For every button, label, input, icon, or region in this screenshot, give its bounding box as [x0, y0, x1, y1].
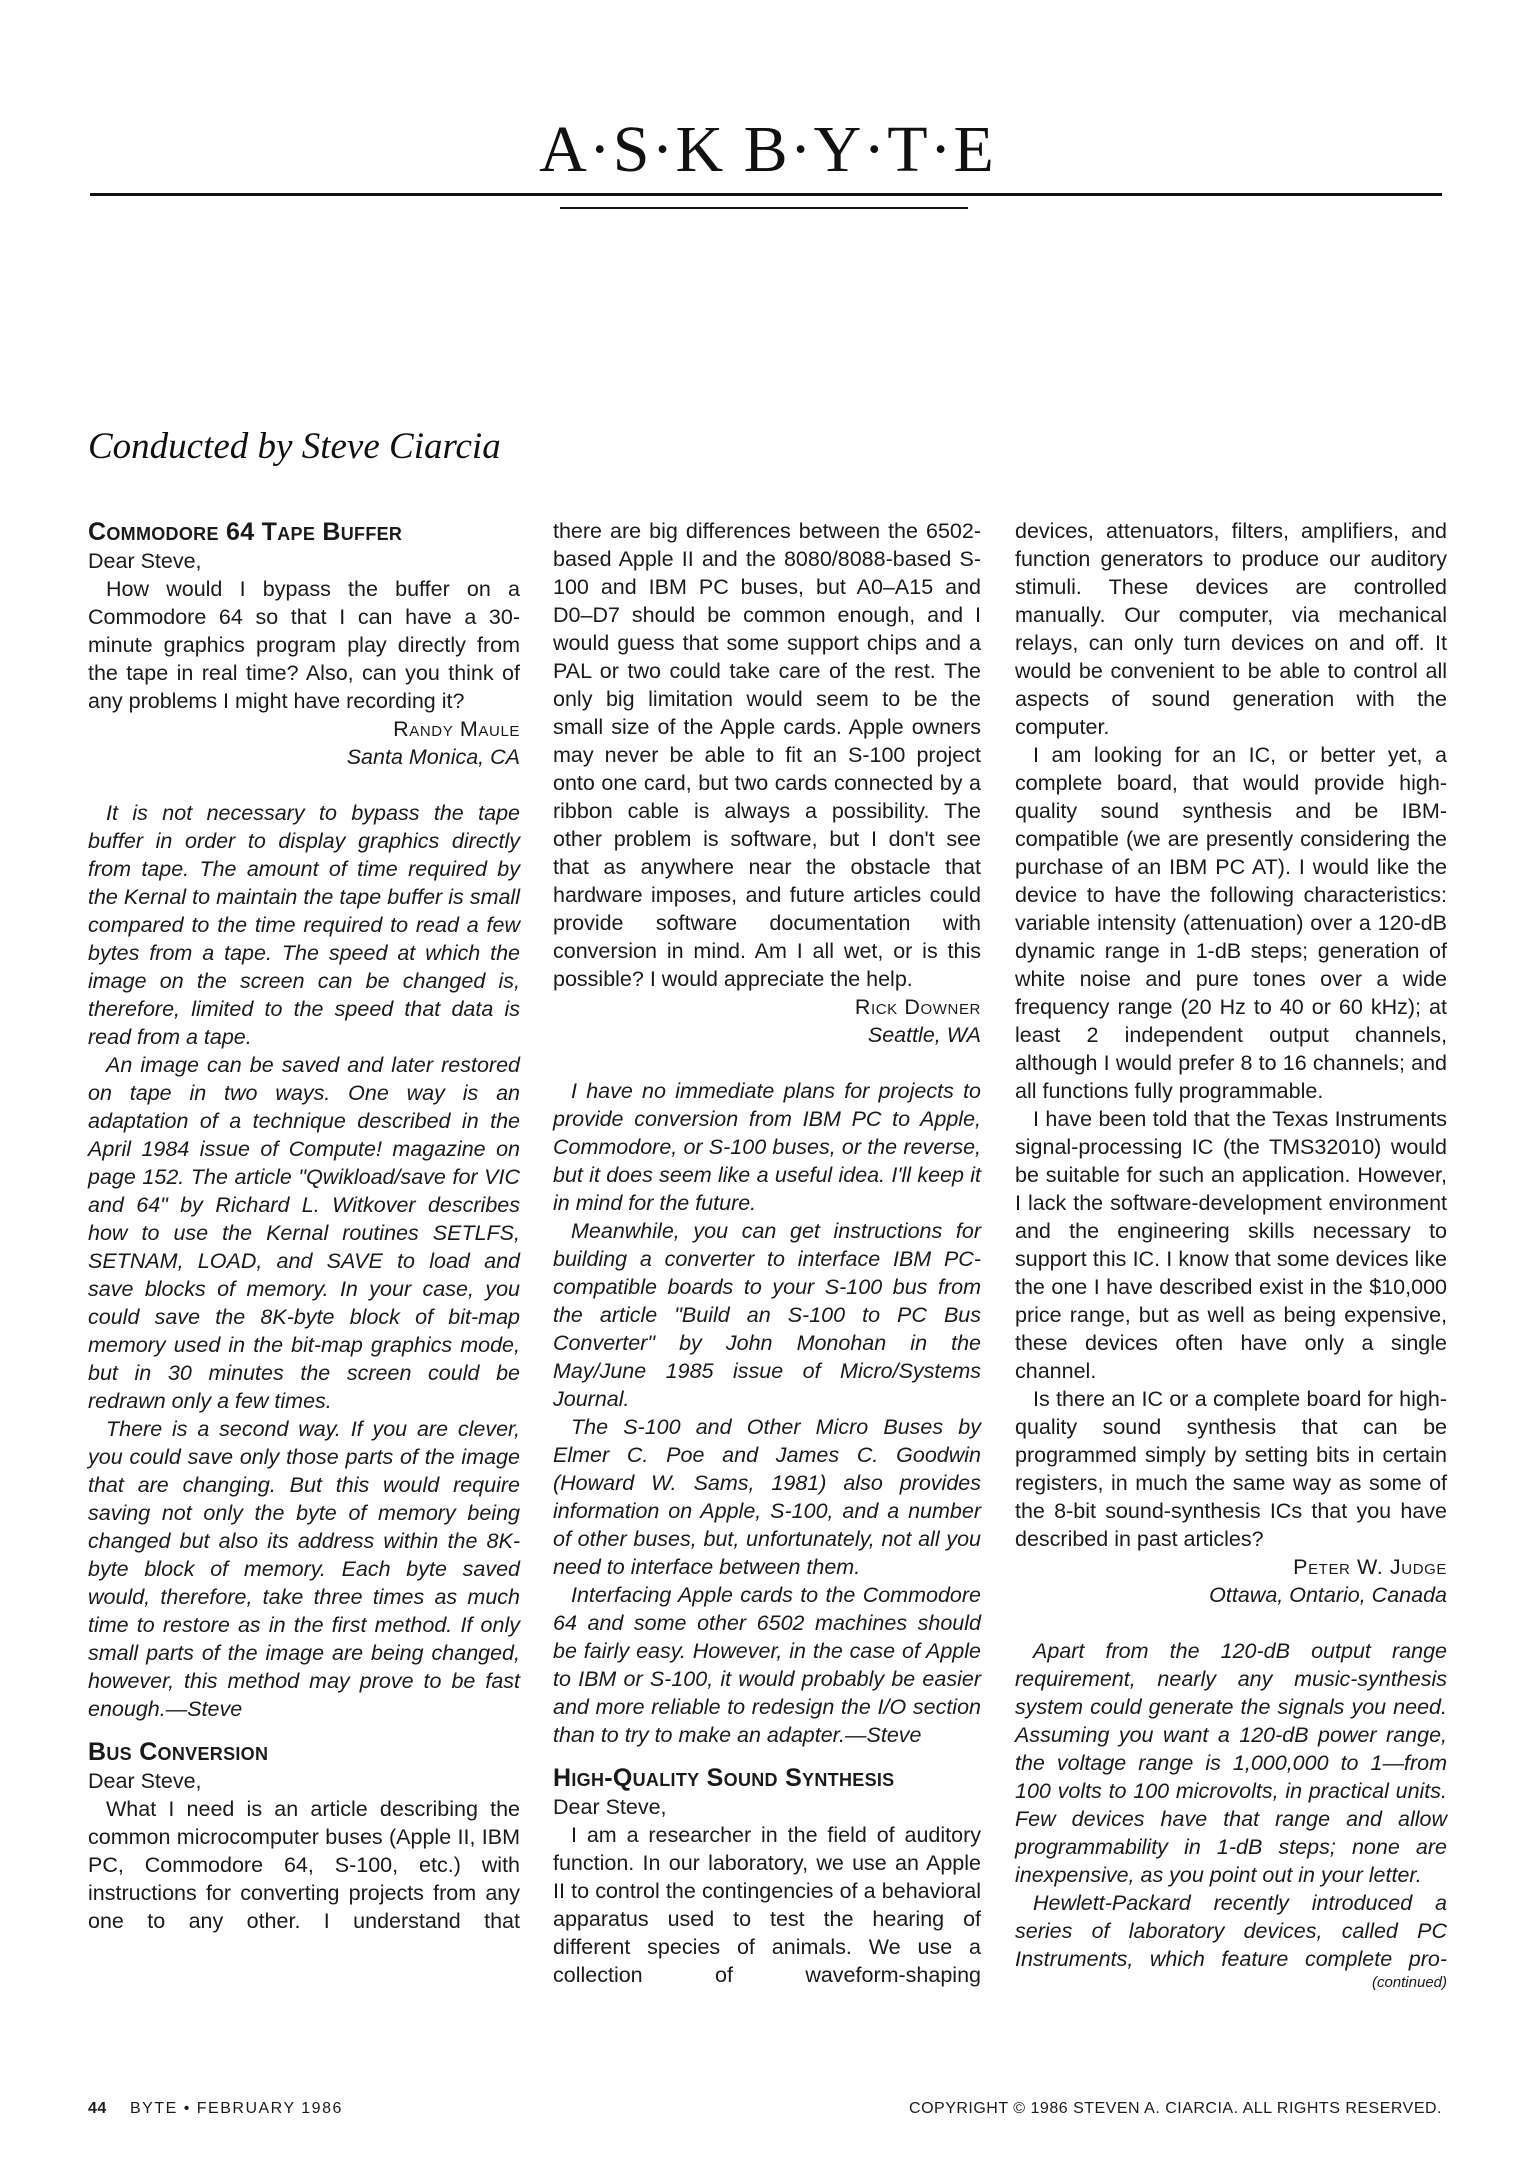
signature-name: Randy Maule	[393, 717, 520, 741]
signature-name: Peter W. Judge	[1293, 1555, 1447, 1579]
signature-place: Ottawa, Ontario, Canada	[1209, 1583, 1447, 1607]
signature-place: Seattle, WA	[867, 1023, 981, 1047]
page-number: 44	[88, 2100, 107, 2117]
answer-paragraph: An image can be saved and later restored on tape in two ways. One way is an adaptation of a technique described in the April 1984 issue of Compute! magazine on page 152. The article "Qwikload/save for VIC and 64" by Richard L. Witkover describes how to use the Kernal routines SETLFS, SETNAM, LOAD, and SAVE to load and save blocks of memory. In your case, you could save the 8K-byte block of bit-map memory used in the bit-map graphics mode, but in 30 minutes the screen could be redrawn only a few times.	[88, 1053, 520, 1413]
salutation: Dear Steve,	[88, 549, 202, 573]
answer-paragraph: Hewlett-Packard recently introduced a series of laboratory devices, called PC Instruments, which feature complete pro-	[1015, 1891, 1447, 1971]
letter-paragraph: there are big differences between the 6502-based Apple II and the 8080/8088-based S-100 and IBM PC buses, but A0–A15 and D0–D7 should be common enough, and I would guess that some support chips and a PAL or two could take care of the rest. The only big limitation would seem to be the small size of the Apple cards. Apple owners may never be able to fit an S-100 project onto one card, but two cards connected by a ribbon cable is always a possibility. The other problem is software, but I don't see that as anywhere near the obstacle that hardware imposes, and future articles could provide software documentation with conversion in mind. Am I all wet, or is this possible? I would appreciate the help.	[553, 519, 981, 991]
column-2	[553, 517, 981, 1989]
letter-signature	[1015, 1553, 1447, 1609]
answer-paragraph: I have no immediate plans for projects to provide conversion from IBM PC to Apple, Commodore, or S-100 buses, or the reverse, but it does seem like a useful idea. I'll keep it in mind for the future.	[553, 1079, 981, 1215]
letter-paragraph: devices, attenuators, filters, amplifiers, and function generators to produce our auditory stimuli. These devices are controlled manually. Our computer, via mechanical relays, can only turn devices on and off. It would be convenient to be able to control all aspects of sound generation with the computer.	[1015, 519, 1447, 739]
section-title: A·S·K B·Y·T·E	[539, 113, 996, 186]
magazine-issue: BYTE • FEBRUARY 1986	[130, 2100, 343, 2117]
signature-name: Rick Downer	[854, 995, 981, 1019]
question-heading: Commodore 64 Tape Buffer	[88, 518, 403, 546]
answer-paragraph: The S-100 and Other Micro Buses by Elmer C. Poe and James C. Goodwin (Howard W. Sams, 1981) also provides information on Apple, S-100, and a number of other buses, but, unfortunately, not all you need to interface between them.	[553, 1415, 981, 1579]
answer-paragraph: There is a second way. If you are clever, you could save only those parts of the image that are changing. But this would require saving not only the byte of memory being changed but also its address within the 8K-byte block of memory. Each byte saved would, therefore, take three times as much time to restore as in the first method. If only small parts of the image are being changed, however, this method may prove to be fast enough.—Steve	[88, 1417, 520, 1721]
byline: Conducted by Steve Ciarcia	[88, 426, 501, 467]
letter-paragraph: What I need is an article describing the common microcomputer buses (Apple II, IBM PC, Commodore 64, S-100, etc.) with instructions for converting projects from any one to any other. I understand that	[88, 1797, 520, 1933]
column-3	[1015, 517, 1447, 1993]
spacer	[88, 1723, 520, 1737]
column-1	[88, 517, 520, 1935]
salutation: Dear Steve,	[553, 1795, 667, 1819]
letter-paragraph: Is there an IC or a complete board for high-quality sound synthesis that can be programmed simply by setting bits in certain registers, in much the same way as some of the 8-bit sound-synthesis ICs that you have described in past articles?	[1015, 1387, 1447, 1551]
answer-paragraph: Apart from the 120-dB output range requirement, nearly any music-synthesis system could generate the signals you need. Assuming you want a 120-dB power range, the voltage range is 1,000,000 to 1—from 100 volts to 100 microvolts, in practical units. Few devices have that range and allow programmability in 1-dB steps; none are inexpensive, as you point out in your letter.	[1015, 1639, 1447, 1887]
letter-paragraph: How would I bypass the buffer on a Commodore 64 so that I can have a 30-minute graphics program play directly from the tape in real time? Also, can you think of any problems I might have recording it?	[88, 577, 520, 713]
salutation: Dear Steve,	[88, 1769, 202, 1793]
continued-note: (continued)	[1371, 1974, 1447, 1991]
answer-paragraph: It is not necessary to bypass the tape buffer in order to display graphics directly from tape. The amount of time required by the Kernal to maintain the tape buffer is small compared to the time required to read a few bytes from a tape. The speed at which the image on the screen can be changed is, therefore, limited to the speed that data is read from a tape.	[88, 801, 520, 1049]
answer-paragraph: Meanwhile, you can get instructions for building a converter to interface IBM PC-compatible boards to your S-100 bus from the article "Build an S-100 to PC Bus Converter" by John Monohan in the May/June 1985 issue of Micro/Systems Journal.	[553, 1219, 981, 1411]
answer-paragraph: Interfacing Apple cards to the Commodore 64 and some other 6502 machines should be fairly easy. However, in the case of Apple to IBM or S-100, it would probably be easier and more reliable to redesign the I/O section than to try to make an adapter.—Steve	[553, 1583, 981, 1747]
title-rule	[90, 193, 1442, 196]
letter-paragraph: I am a researcher in the field of auditory function. In our laboratory, we use an Apple II to control the contingencies of a behavioral apparatus used to test the hearing of different species of animals. We use a collection of waveform-shaping	[553, 1823, 981, 1987]
question-heading: Bus Conversion	[88, 1738, 269, 1766]
copyright-notice: COPYRIGHT © 1986 STEVEN A. CIARCIA. ALL RIGHTS RESERVED.	[909, 2100, 1442, 2117]
signature-place: Santa Monica, CA	[346, 745, 520, 769]
question-heading: High-Quality Sound Synthesis	[553, 1764, 895, 1792]
letter-paragraph: I am looking for an IC, or better yet, a complete board, that would provide high-quality sound synthesis and be IBM-compatible (we are presently considering the purchase of an IBM PC AT). I would like the device to have the following characteristics: variable intensity (attenuation) over a 120-dB dynamic range in 1-dB steps; generation of white noise and pure tones over a wide frequency range (20 Hz to 40 or 60 kHz); at least 2 independent output channels, although I would prefer 8 to 16 channels; and all functions fully programmable.	[1015, 743, 1447, 1103]
letter-signature	[88, 715, 520, 771]
letter-signature	[553, 993, 981, 1049]
title-underline	[560, 207, 968, 209]
spacer	[553, 1749, 981, 1763]
spacer	[553, 1049, 981, 1077]
spacer	[1015, 1609, 1447, 1637]
spacer	[88, 771, 520, 799]
letter-paragraph: I have been told that the Texas Instruments signal-processing IC (the TMS32010) would be suitable for such an application. However, I lack the software-development environment and the engineering skills necessary to support this IC. I know that some devices like the one I have described exist in the $10,000 price range, but as well as being expensive, these devices often have only a single channel.	[1015, 1107, 1447, 1383]
